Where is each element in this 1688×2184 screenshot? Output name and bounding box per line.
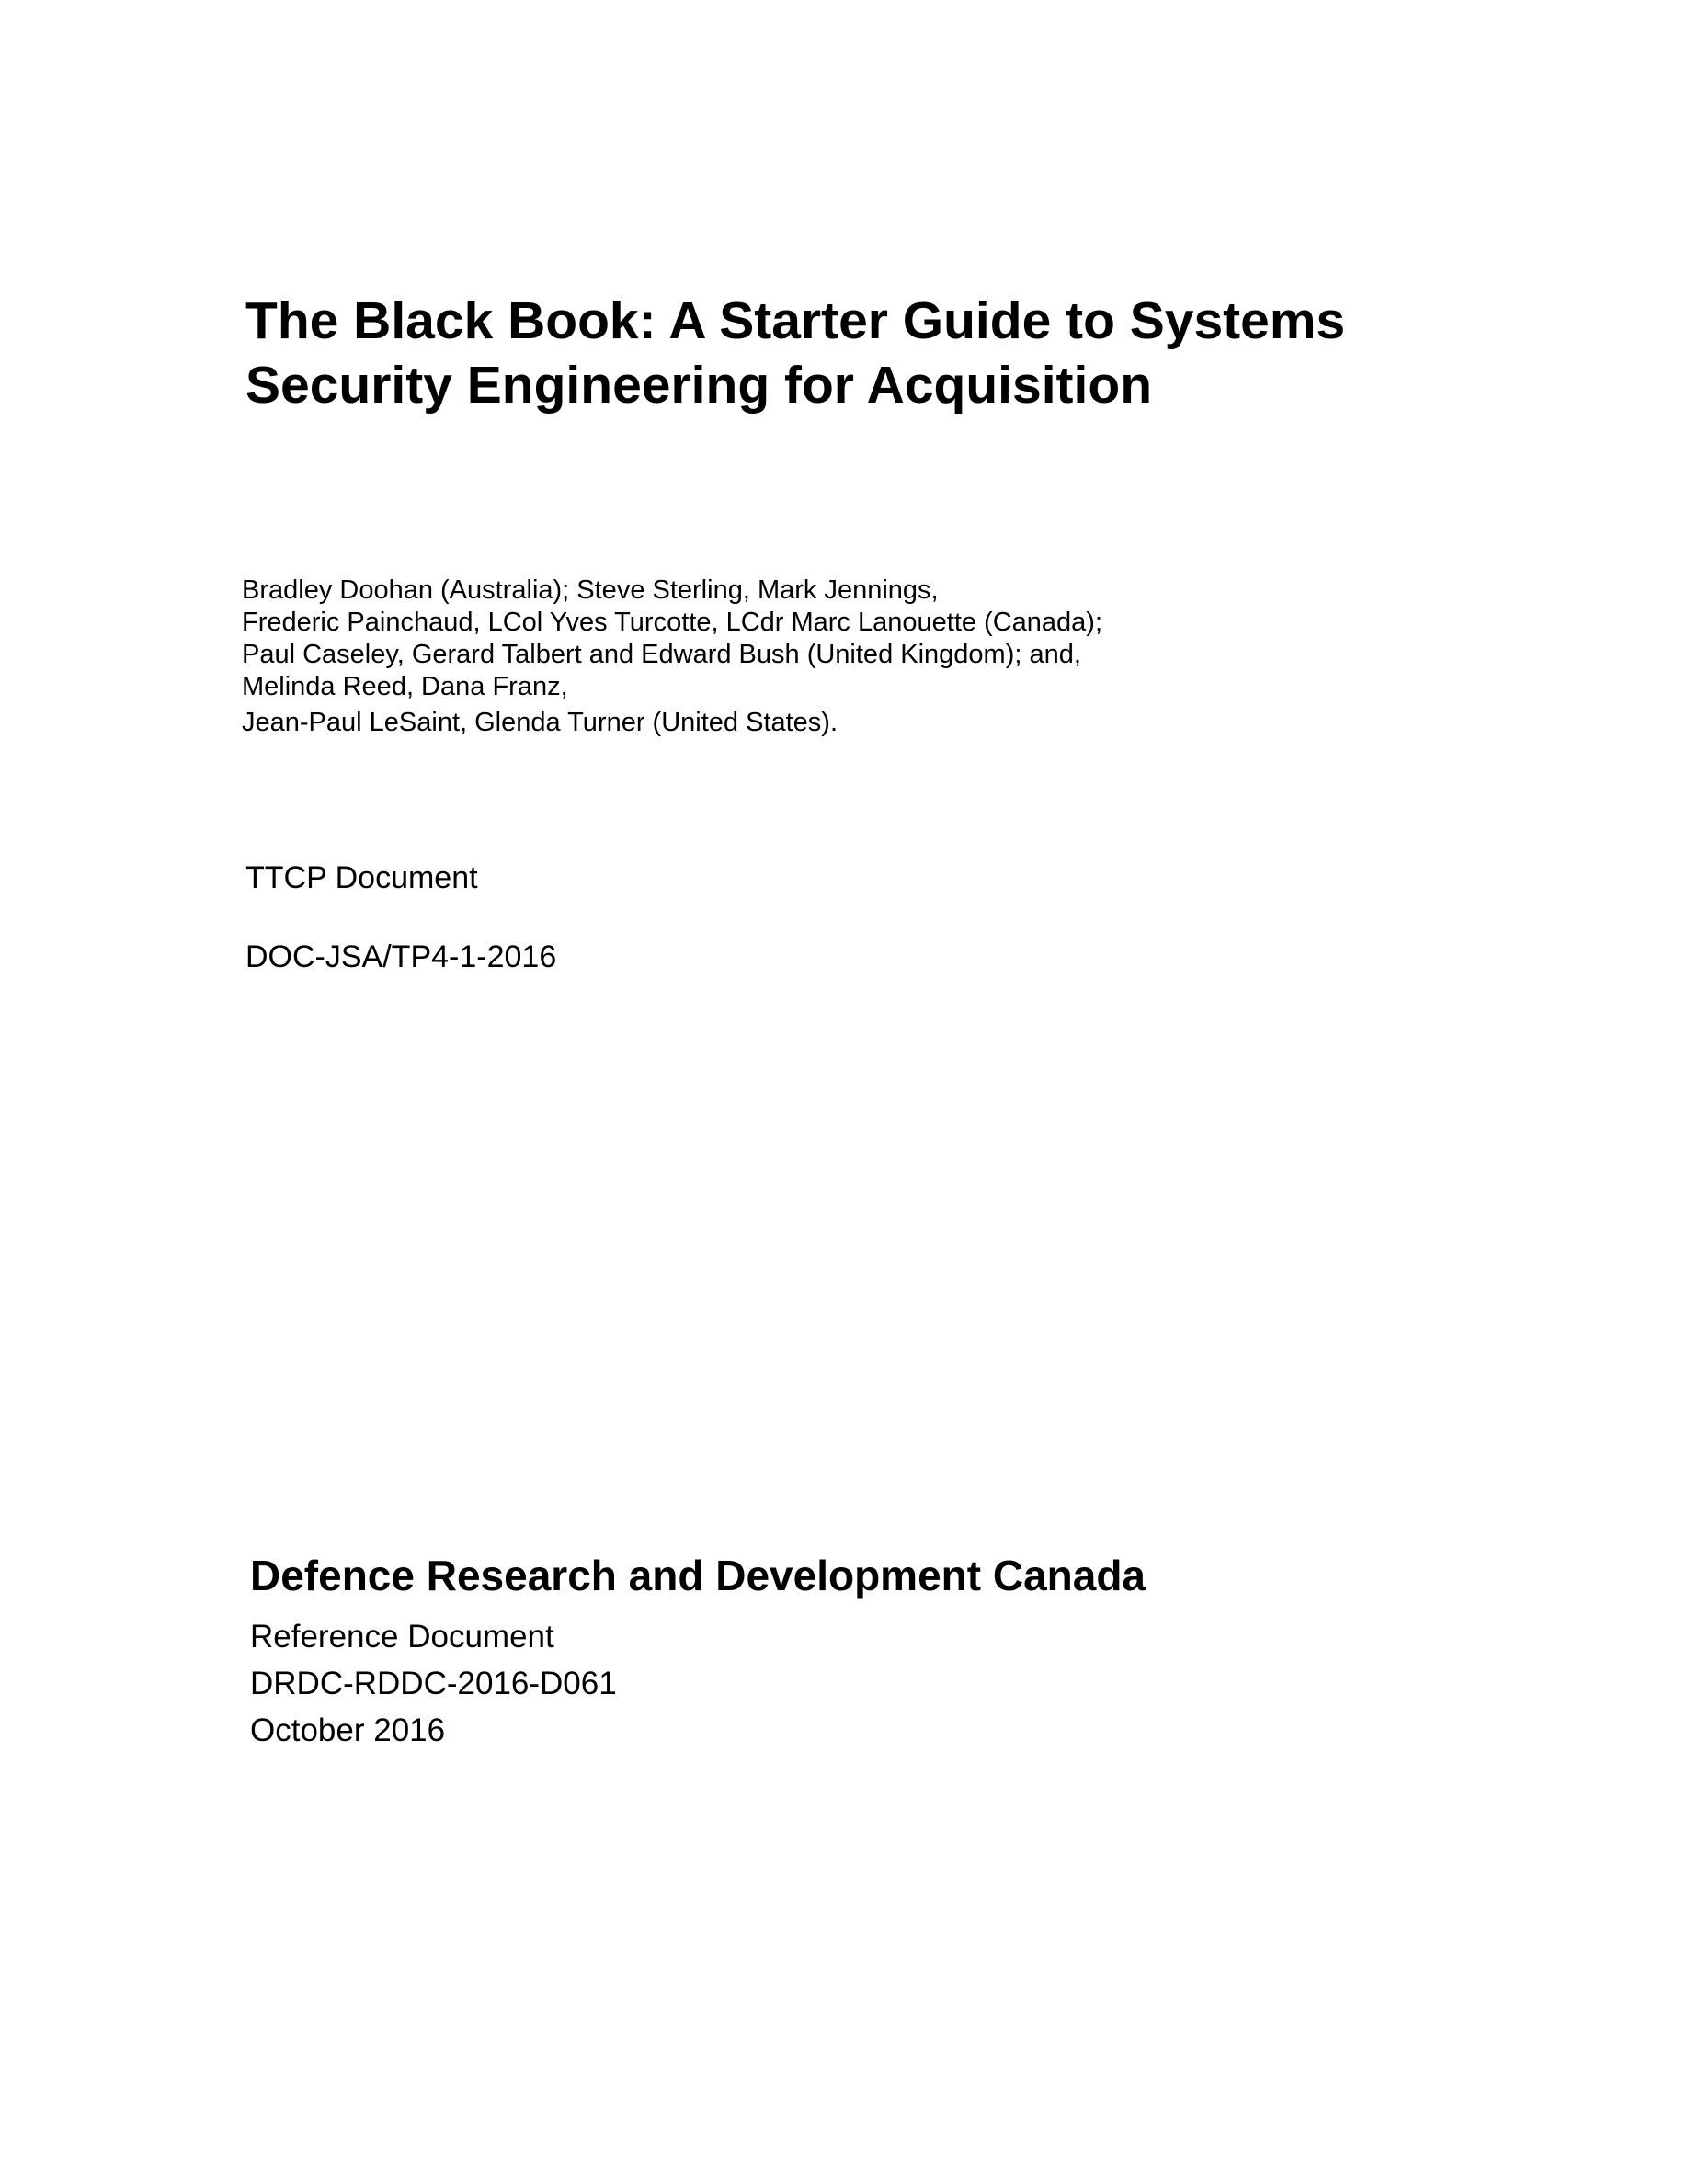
- author-line: Bradley Doohan (Australia); Steve Sterling, Mark Jennings,: [242, 575, 939, 605]
- author-line: Melinda Reed, Dana Franz,: [242, 672, 568, 701]
- ttcp-document-type: TTCP Document: [245, 860, 478, 895]
- author-line: Frederic Painchaud, LCol Yves Turcotte, LCdr Marc Lanouette (Canada);: [242, 608, 1103, 637]
- document-title: [245, 289, 1345, 417]
- title-line: The Black Book: A Starter Guide to Systems: [245, 291, 1346, 350]
- publication-date: October 2016: [250, 1712, 446, 1748]
- author-list: [242, 574, 1102, 739]
- ttcp-document-number: DOC-JSA/TP4-1-2016: [245, 939, 557, 974]
- title-line: Security Engineering for Acquisition: [245, 356, 1153, 415]
- publisher-document-number: DRDC-RDDC-2016-D061: [250, 1666, 617, 1701]
- author-line: Jean-Paul LeSaint, Glenda Turner (United States).: [242, 708, 838, 737]
- author-line: Paul Caseley, Gerard Talbert and Edward Bush (United Kingdom); and,: [242, 640, 1081, 669]
- publisher-document-type: Reference Document: [250, 1619, 554, 1655]
- publisher-organization: Defence Research and Development Canada: [250, 1552, 1146, 1599]
